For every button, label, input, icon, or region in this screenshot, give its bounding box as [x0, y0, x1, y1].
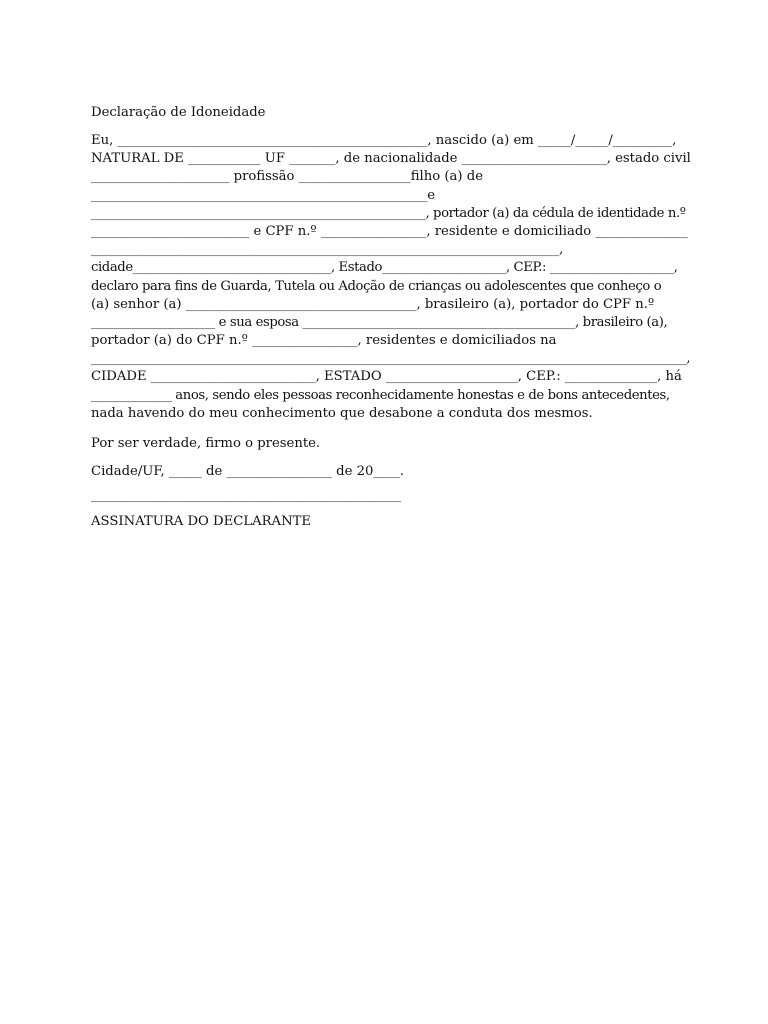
- body-line-9: declaro para fins de Guarda, Tutela ou Adoção de crianças ou adolescentes que conheço o: [91, 278, 662, 294]
- body-line-13: ___________________________________________________________________________________________________,: [91, 351, 691, 367]
- place-date-line: Cidade/UF, _____ de ________________ de 20____.: [91, 464, 404, 479]
- body-line-8: cidade________________________________, Estado____________________, CEP.: ____________________,: [91, 260, 678, 276]
- declaration-body: [91, 132, 691, 423]
- document-title: Declaração de Idoneidade: [91, 105, 266, 120]
- body-line-14: CIDADE _________________________, ESTADO ____________________, CEP.: ______________, há: [91, 369, 682, 385]
- signature-label: ASSINATURA DO DECLARANTE: [91, 514, 312, 529]
- body-line-6: ________________________ e CPF n.º ________________, residente e domiciliado ______________: [91, 223, 688, 239]
- body-line-4: ___________________________________________________e: [91, 187, 436, 203]
- body-line-2: NATURAL DE ___________ UF _______, de nacionalidade ______________________, estado civil: [91, 151, 691, 167]
- body-line-7: _______________________________________________________________________,: [91, 242, 564, 258]
- body-line-1: Eu, _______________________________________________, nascido (a) em _____/_____/_________,: [91, 133, 677, 148]
- body-line-12: portador (a) do CPF n.º ________________, residentes e domiciliados na: [91, 333, 557, 349]
- body-line-5: ______________________________________________________, portador (a) da cédula de identidade n.º: [91, 205, 686, 221]
- signature-line: _______________________________________________: [91, 488, 401, 503]
- declaration-document: [91, 104, 691, 531]
- body-line-10: (a) senhor (a) ___________________________________, brasileiro (a), portador do CPF n.º: [91, 296, 655, 312]
- body-line-16: nada havendo do meu conhecimento que desabone a conduta dos mesmos.: [91, 405, 593, 421]
- truth-statement: Por ser verdade, firmo o presente.: [91, 436, 321, 451]
- body-line-15: _____________ anos, sendo eles pessoas reconhecidamente honestas e de bons antecedentes,: [91, 387, 670, 403]
- body-line-3: _____________________ profissão _________________filho (a) de: [91, 169, 483, 185]
- body-line-11: ____________________ e sua esposa ____________________________________________, brasileiro (a),: [91, 314, 668, 330]
